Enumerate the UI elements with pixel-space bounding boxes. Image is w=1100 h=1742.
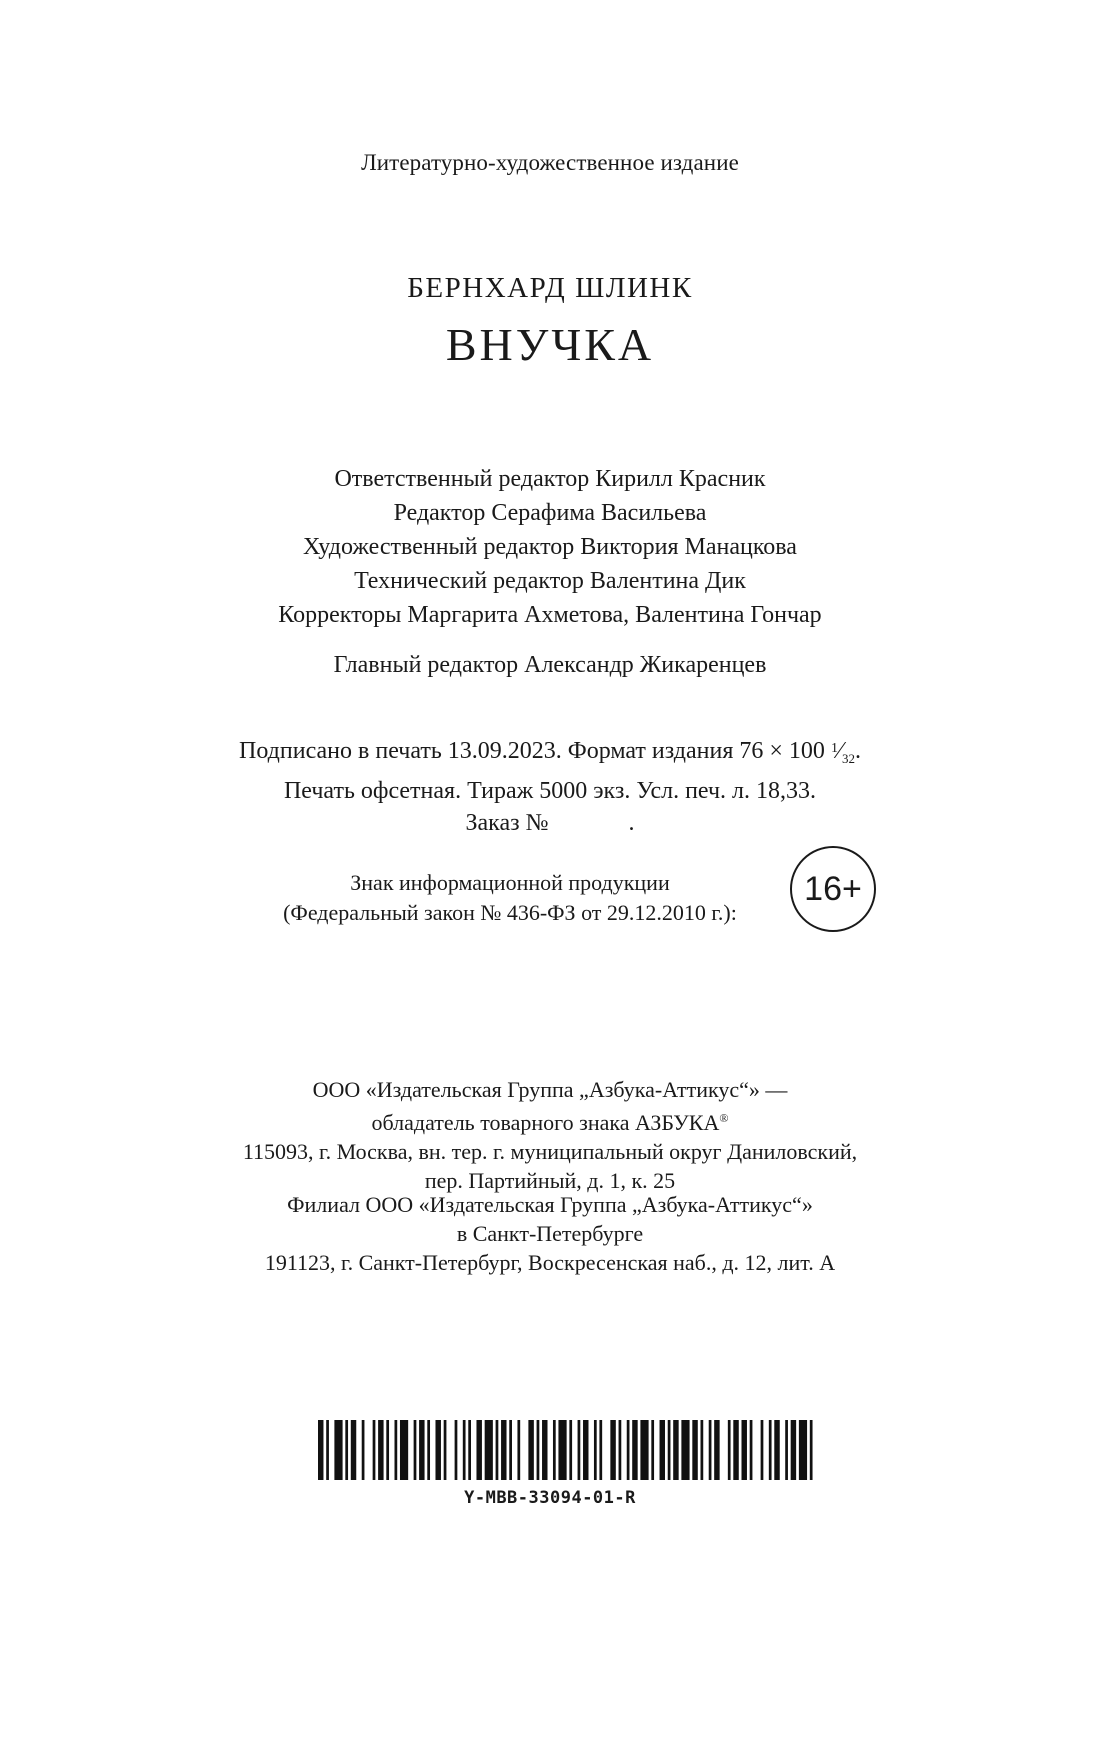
barcode-bar xyxy=(362,1420,365,1480)
barcode-bar xyxy=(640,1420,648,1480)
barcode-bar xyxy=(681,1420,689,1480)
age-rating-badge: 16+ xyxy=(790,846,876,932)
credit-line: Ответственный редактор Кирилл Красник xyxy=(334,466,766,492)
barcode-bar xyxy=(419,1420,424,1480)
barcode-bar xyxy=(496,1420,499,1480)
order-end: . xyxy=(628,810,635,836)
barcode-bar xyxy=(741,1420,746,1480)
barcode-bar xyxy=(701,1420,704,1480)
barcode-bar xyxy=(619,1420,622,1480)
barcode-bar xyxy=(386,1420,389,1480)
barcode-bar xyxy=(709,1420,712,1480)
trademark-line xyxy=(0,1104,1100,1137)
format-fraction xyxy=(830,738,855,766)
branch-name: Филиал ООО «Издательская Группа „Азбука-Аттикус“» xyxy=(287,1192,813,1217)
print-info xyxy=(0,733,1100,839)
age-rating-law-line: (Федеральный закон № 436-ФЗ от 29.12.2010 г.): xyxy=(283,900,737,925)
barcode-bar xyxy=(632,1420,637,1480)
format-numerator: 1 xyxy=(830,741,838,756)
barcode-bar xyxy=(468,1420,471,1480)
publisher-info xyxy=(0,1075,1100,1195)
format-slash: ⁄ xyxy=(837,738,842,764)
barcode-bar xyxy=(610,1420,615,1480)
barcode-bar xyxy=(692,1420,697,1480)
barcode-bar xyxy=(373,1420,376,1480)
order-number-line xyxy=(0,807,1100,839)
book-title: ВНУЧКА xyxy=(445,319,655,370)
order-label: Заказ № xyxy=(465,810,549,836)
barcode-bar xyxy=(791,1420,796,1480)
credit-line: Редактор Серафима Васильева xyxy=(393,500,707,526)
author-name: БЕРНХАРД ШЛИНК xyxy=(407,272,693,304)
age-rating-label-line: Знак информационной продукции xyxy=(350,870,670,895)
barcode-bar xyxy=(810,1420,813,1480)
age-rating-label xyxy=(250,868,770,928)
credit-line: Художественный редактор Виктория Манацкова xyxy=(303,534,797,560)
branch-address: 191123, г. Санкт-Петербург, Воскресенская наб., д. 12, лит. А xyxy=(264,1250,836,1275)
barcode-bar xyxy=(660,1420,665,1480)
barcode-label: Y-MBB-33094-01-R xyxy=(464,1488,636,1508)
barcode-bar xyxy=(651,1420,654,1480)
barcode-bar xyxy=(528,1420,533,1480)
barcode-bar xyxy=(594,1420,597,1480)
barcode-bar xyxy=(351,1420,356,1480)
barcode-bar xyxy=(345,1420,348,1480)
barcode-bar xyxy=(673,1420,678,1480)
barcode-bar xyxy=(463,1420,466,1480)
barcode-bar xyxy=(583,1420,588,1480)
barcode-bar xyxy=(558,1420,566,1480)
format-text: Подписано в печать 13.09.2023. Формат издания 76 × 100 xyxy=(239,738,831,764)
barcode-bar xyxy=(501,1420,506,1480)
barcode-bar xyxy=(733,1420,738,1480)
barcode-bar xyxy=(599,1420,602,1480)
barcode-bar xyxy=(378,1420,383,1480)
barcode-bar xyxy=(627,1420,630,1480)
barcode-bar xyxy=(395,1420,398,1480)
publisher-address: 115093, г. Москва, вн. тер. г. муниципальный округ Даниловский, xyxy=(242,1139,858,1164)
barcode-bar xyxy=(750,1420,753,1480)
barcode-bar xyxy=(769,1420,772,1480)
credit-line: Корректоры Маргарита Ахметова, Валентина Гончар xyxy=(278,602,822,628)
editorial-credits xyxy=(0,462,1100,632)
trademark-text: обладатель товарного знака АЗБУКА xyxy=(371,1110,720,1135)
barcode-bar xyxy=(714,1420,719,1480)
barcode-bar xyxy=(517,1420,520,1480)
chief-editor: Главный редактор Александр Жикаренцев xyxy=(333,652,767,678)
format-denominator: 32 xyxy=(841,751,855,766)
barcode-bar xyxy=(569,1420,572,1480)
publisher-address-2: пер. Партийный, д. 1, к. 25 xyxy=(424,1168,676,1193)
barcode-bar xyxy=(728,1420,731,1480)
barcode-bar xyxy=(414,1420,417,1480)
publisher-name: ООО «Издательская Группа „Азбука-Аттикус“» — xyxy=(312,1077,788,1102)
barcode-bar xyxy=(318,1420,323,1480)
barcode-bar xyxy=(334,1420,342,1480)
barcode-icon xyxy=(318,1420,818,1480)
barcode-bar xyxy=(553,1420,556,1480)
barcode-bar xyxy=(476,1420,481,1480)
format-end: . xyxy=(854,738,861,764)
barcode-bar xyxy=(542,1420,547,1480)
print-info-line-1 xyxy=(0,733,1100,775)
barcode-bar xyxy=(400,1420,408,1480)
barcode-bar xyxy=(774,1420,779,1480)
barcode-bar xyxy=(326,1420,329,1480)
barcode-bar xyxy=(799,1420,807,1480)
barcode-bar xyxy=(668,1420,671,1480)
credit-line: Технический редактор Валентина Дик xyxy=(354,568,746,594)
barcode-bar xyxy=(455,1420,458,1480)
barcode-bar xyxy=(509,1420,512,1480)
barcode-bar xyxy=(578,1420,581,1480)
barcode-bar xyxy=(427,1420,430,1480)
branch-city: в Санкт-Петербурге xyxy=(456,1221,644,1246)
branch-info xyxy=(0,1190,1100,1277)
barcode-bar xyxy=(537,1420,540,1480)
registered-trademark-icon: ® xyxy=(719,1111,729,1125)
barcode-bar xyxy=(785,1420,788,1480)
barcode-bar xyxy=(444,1420,447,1480)
print-info-line-2: Печать офсетная. Тираж 5000 экз. Усл. печ. л. 18,33. xyxy=(283,778,817,804)
barcode-bar xyxy=(761,1420,764,1480)
genre-label: Литературно-художественное издание xyxy=(361,150,739,175)
barcode-bar xyxy=(485,1420,493,1480)
barcode-bar xyxy=(435,1420,440,1480)
